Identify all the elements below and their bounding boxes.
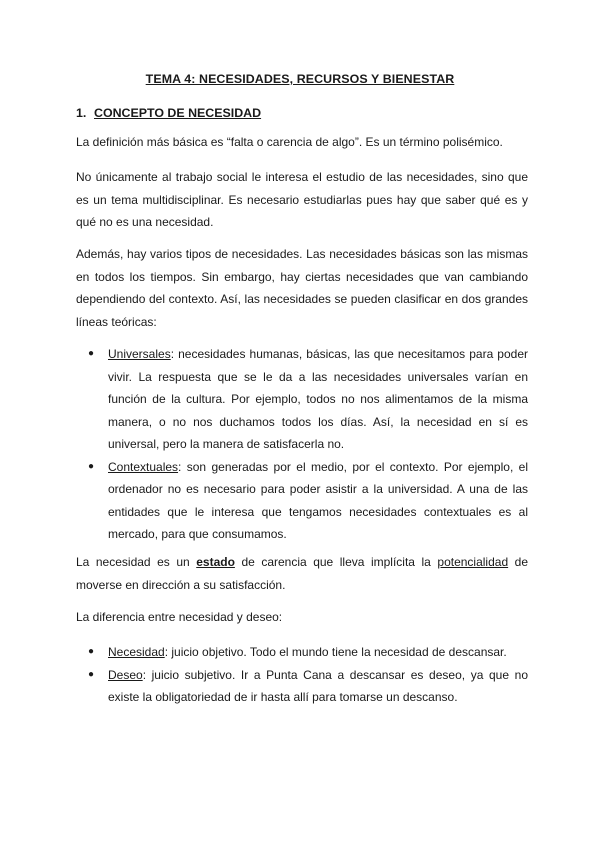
paragraph-definition: La definición más básica es “falta o carencia de algo”. Es un término polisémico.	[76, 135, 503, 149]
emphasis-estado: estado	[196, 555, 235, 569]
list-item-term: Universales	[108, 347, 171, 361]
text-run: de carencia que lleva implícita la	[234, 555, 438, 569]
list-item-text: : juicio objetivo. Todo el mundo tiene la necesidad de descansar.	[164, 645, 507, 659]
list-item	[76, 641, 528, 664]
types-list	[76, 343, 528, 546]
text-run: La necesidad es un	[76, 555, 197, 569]
document-title: TEMA 4: NECESIDADES, RECURSOS Y BIENESTAR	[145, 72, 455, 86]
need-vs-desire-list	[76, 641, 528, 709]
bullet-icon: ●	[88, 646, 95, 657]
list-item-term: Necesidad	[108, 645, 165, 659]
text-run: de moverse en dirección a su satisfacción.	[76, 555, 529, 592]
paragraph-diferencia: La diferencia entre necesidad y deseo:	[76, 610, 283, 624]
bullet-icon: ●	[88, 348, 95, 359]
paragraph-estado	[76, 551, 528, 596]
list-item-text: : juicio subjetivo. Ir a Punta Cana a descansar es deseo, ya que no existe la obligatoriedad de ir hasta allí para tomarse un descanso.	[108, 667, 528, 704]
list-item	[76, 456, 528, 546]
bullet-icon: ●	[88, 460, 95, 472]
list-item	[76, 664, 528, 709]
paragraph-tipos: Además, hay varios tipos de necesidades. Las necesidades básicas son las mismas en todos los tiempos. Sin embargo, hay ciertas necesidades que van cambiando dependiendo del contexto. Así, las necesidades se pueden clasificar en dos grandes líneas teóricas:	[76, 247, 528, 329]
list-item-text: : son generadas por el medio, por el contexto. Por ejemplo, el ordenador no es necesario para poder asistir a la universidad. A una de las entidades que le interesa que tengamos necesidades contextuales es al mercado, para que consumamos.	[108, 459, 528, 541]
list-item-text: : necesidades humanas, básicas, las que necesitamos para poder vivir. La respuesta que se le da a las necesidades universales varían en función de la cultura. Por ejemplo, todos no nos alimentamos de la misma manera, o no nos duchamos todos los días. Así, la necesidad en sí es universal, pero la manera de satisfacerla no.	[108, 347, 528, 451]
bullet-icon: ●	[88, 668, 95, 680]
paragraph-multidisciplinar: No únicamente al trabajo social le interesa el estudio de las necesidades, sino que es un tema multidisciplinar. Es necesario estudiarlas pues hay que saber qué es y qué no es una necesidad.	[76, 170, 528, 229]
emphasis-potencialidad: potencialidad	[437, 555, 509, 569]
list-item	[76, 343, 528, 456]
list-item-term: Contextuales	[108, 459, 179, 474]
section-title: CONCEPTO DE NECESIDAD	[94, 106, 262, 120]
list-item-term: Deseo	[108, 667, 143, 682]
section-heading	[76, 106, 261, 120]
section-number: 1.	[76, 106, 87, 120]
